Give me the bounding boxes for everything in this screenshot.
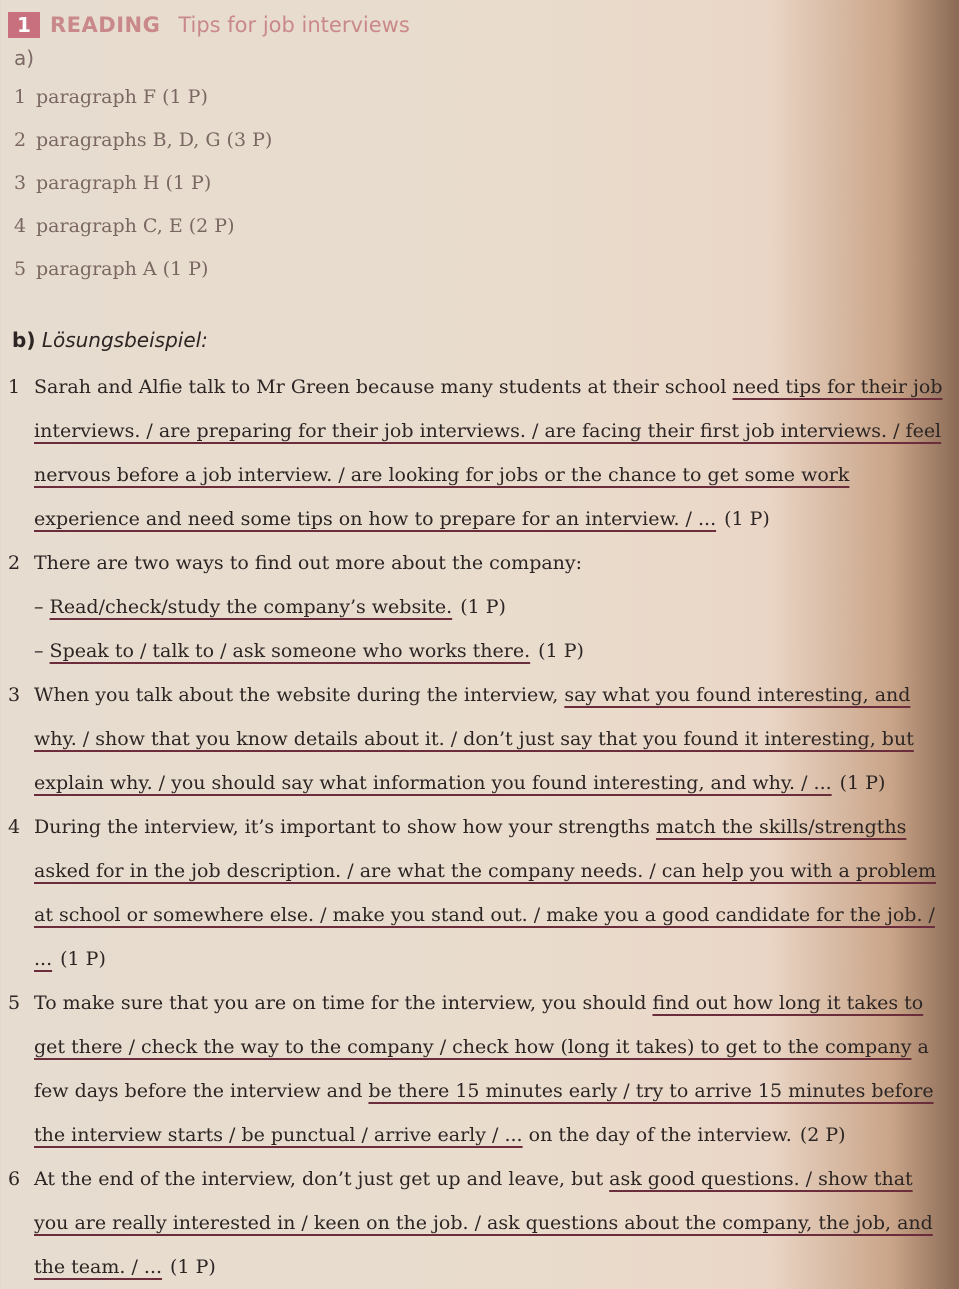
underlined-solution: find out how long it takes to get there / check the way to the company / check how (long it takes) to get to the company — [34, 992, 924, 1058]
section-skill-label: READING — [50, 13, 161, 37]
answer-number: 2 — [14, 129, 27, 151]
dash: – — [34, 640, 50, 662]
section-heading — [8, 12, 410, 38]
part-a-answer-list — [14, 86, 272, 301]
part-a-answer — [14, 172, 272, 215]
section-number-badge: 1 — [8, 12, 40, 38]
answer-text — [34, 541, 943, 673]
dash: – — [34, 596, 50, 618]
answer-number: 3 — [8, 684, 21, 706]
answer-text — [34, 805, 943, 981]
points-label: (2 P) — [799, 1124, 846, 1146]
answer-text — [34, 1157, 943, 1289]
answer-number: 4 — [8, 816, 21, 838]
answer-number: 4 — [14, 215, 27, 237]
part-a-answer — [14, 86, 272, 129]
part-a-label: a) — [14, 46, 35, 70]
underlined-solution: Speak to / talk to / ask someone who works there. — [49, 640, 531, 662]
answer-text — [34, 981, 943, 1157]
answer-text: paragraph H (1 P) — [36, 172, 212, 194]
underlined-solution: say what you found interesting, and why. / show that you know details about it. / don’t just say that you found it interesting, but explain why. / you should say what information you found interesting, and why. / ... — [34, 684, 914, 794]
part-b-label — [12, 328, 208, 352]
answer-number: 6 — [8, 1168, 21, 1190]
part-a-answer — [14, 215, 272, 258]
answer-text: paragraphs B, D, G (3 P) — [36, 129, 273, 151]
points-label: (1 P) — [538, 640, 584, 662]
part-b-caption: Lösungsbeispiel: — [41, 328, 208, 352]
points-label: (1 P) — [60, 948, 106, 970]
part-b-answer — [8, 1157, 943, 1289]
answer-text: paragraph A (1 P) — [36, 258, 209, 280]
answer-lead-text: To make sure that you are on time for the interview, you should — [34, 992, 653, 1014]
part-b-answer — [8, 365, 943, 541]
answer-lead-text: At the end of the interview, don’t just get up and leave, but — [34, 1168, 610, 1190]
part-b-answer — [8, 673, 943, 805]
sub-answer — [34, 629, 943, 673]
underlined-solution: Read/check/study the company’s website. — [49, 596, 453, 618]
answer-number: 1 — [14, 86, 27, 108]
points-label: (1 P) — [724, 508, 770, 530]
part-b-answer-list — [8, 365, 943, 1289]
underlined-solution: ask good questions. / show that you are really interested in / keen on the job. / ask questions about the company, the job, and the team. / ... — [34, 1168, 933, 1278]
points-label: (1 P) — [460, 596, 506, 618]
answer-text — [34, 673, 943, 805]
sub-answer — [34, 585, 943, 629]
answer-number: 5 — [8, 992, 21, 1014]
answer-number: 5 — [14, 258, 27, 280]
answer-text: paragraph F (1 P) — [36, 86, 208, 108]
part-b-answer — [8, 541, 943, 673]
answer-middle-text: a few days before the interview and — [34, 1036, 929, 1102]
points-label: (1 P) — [170, 1256, 216, 1278]
part-a-answer — [14, 258, 272, 301]
answer-lead-text: Sarah and Alfie talk to Mr Green because many students at their school — [34, 376, 733, 398]
part-a-answer — [14, 129, 272, 172]
answer-text — [34, 365, 943, 541]
section-topic-title: Tips for job interviews — [178, 13, 410, 37]
answer-number: 1 — [8, 376, 21, 398]
part-b-answer — [8, 805, 943, 981]
points-label: (1 P) — [839, 772, 886, 794]
underlined-solution: need tips for their job interviews. / are preparing for their job interviews. / are facing their first job interviews. / feel nervous before a job interview. / are looking for jobs or the chance to get some work experience and need some tips on how to prepare for an interview. / ... — [34, 376, 943, 530]
answer-tail-text: on the day of the interview. — [522, 1124, 792, 1146]
answer-lead-text: When you talk about the website during the interview, — [34, 684, 565, 706]
answer-lead-text: There are two ways to find out more about the company: — [34, 552, 583, 574]
answer-number: 3 — [14, 172, 27, 194]
answer-text: paragraph C, E (2 P) — [36, 215, 235, 237]
answer-lead-text: During the interview, it’s important to show how your strengths — [34, 816, 656, 838]
answer-number: 2 — [8, 552, 21, 574]
underlined-solution: match the skills/strengths asked for in the job description. / are what the company needs. / can help you with a problem at school or somewhere else. / make you stand out. / make you a good candidate for the job. / ... — [34, 816, 937, 970]
part-b-letter: b) — [12, 328, 36, 352]
underlined-solution: be there 15 minutes early / try to arrive 15 minutes before the interview starts / be punctual / arrive early / ... — [34, 1080, 934, 1146]
part-b-answer — [8, 981, 943, 1157]
